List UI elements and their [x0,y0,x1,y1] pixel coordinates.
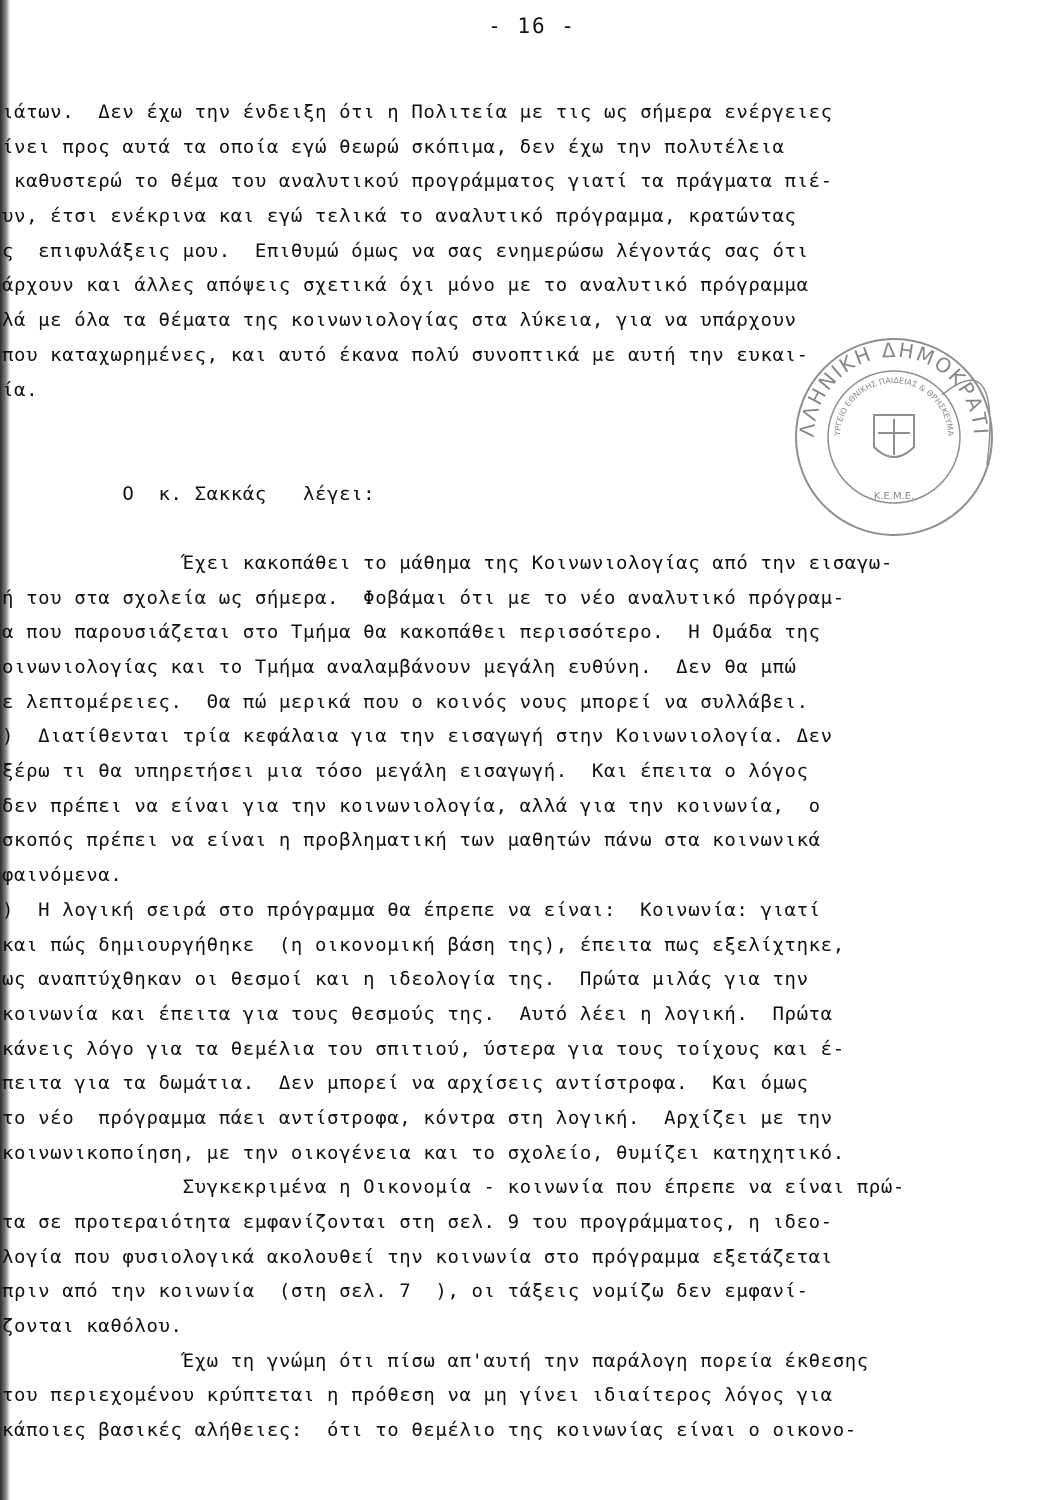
text-line: ) Διατίθενται τρία κεφάλαια για την εισαγωγή στην Κοινωνιολογία. Δεν [2,725,833,748]
text-line: καθυστερώ το θέμα του αναλυτικού προγράμματος γιατί τα πράγματα πιέ- [2,170,833,193]
text-line: ιάτων. Δεν έχω την ένδειξη ότι η Πολιτεία με τις ως σήμερα ενέργειες [2,101,833,123]
text-line: που καταχωρημένες, και αυτό έκανα πολύ συνοπτικά με αυτή την ευκαι- [2,343,809,366]
blank-line [0,511,1064,546]
text-line: ς επιφυλάξεις μου. Επιθυμώ όμως να σας ενημερώσω λέγοντάς σας ότι [2,239,809,262]
text-line: φαινόμενα. [2,864,123,887]
text-line: σκοπός πρέπει να είναι η προβληματική των μαθητών πάνω στα κοινωνικά [2,829,821,852]
svg-text:ΥΠΟΥΡΓΕΙΟ ΕΘΝΙΚΗΣ ΠΑΙΔΕΙΑΣ & Θ: ΥΡΓΕΙΟ ΕΘΝΙΚΗΣ ΠΑΙΔΕΙΑΣ & ΘΡΗΣΚΕΥΜΑ [832,375,956,437]
text-line: πριν από την κοινωνία (στη σελ. 7 ), οι τάξεις νομίζω δεν εμφανί- [2,1280,809,1303]
svg-text:ΕΛΛΗΝΙΚΗ ΔΗΜΟΚΡΑΤΙΑ: ΛΛΗΝΙΚΗ ΔΗΜΟΚΡΑΤΙ [794,337,994,438]
text-line: πειτα για τα δωμάτια. Δεν μπορεί να αρχίσεις αντίστροφα. Και όμως [2,1072,809,1095]
text-line: Έχει κακοπάθει το μάθημα της Κοινωνιολογίας από την εισαγω- [2,551,893,574]
text-line: και πώς δημιουργήθηκε (η οικονομική βάση της), έπειτα πως εξελίχτηκε, [2,933,845,956]
text-line: ζονται καθόλου. [2,1315,183,1338]
text-line: λογία που φυσιολογικά ακολουθεί την κοινωνία στο πρόγραμμα εξετάζεται [2,1245,833,1268]
text-line: οινωνιολογίας και το Τμήμα αναλαμβάνουν μεγάλη ευθύνη. Δεν θα μπώ [2,656,797,678]
text-line: Έχω τη γνώμη ότι πίσω απ'αυτή την παράλογη πορεία έκθεσης [2,1349,869,1372]
text-line: ή του στα σχολεία ως σήμερα. Φοβάμαι ότι με το νέο αναλυτικό πρόγραμ- [2,586,845,609]
text-line: τα σε προτεραιότητα εμφανίζονται στη σελ. 9 του προγράμματος, η ιδεο- [2,1211,833,1233]
text-line: κάνεις λόγο για τα θεμέλια του σπιτιού, ύστερα για τους τοίχους και έ- [2,1037,845,1060]
text-line: ε λεπτομέρειες. Θα πώ μερικά που ο κοινός νους μπορεί να συλλάβει. [2,690,809,713]
text-line: κοινωνία και έπειτα για τους θεσμούς της. Αυτό λέει η λογική. Πρώτα [2,1002,833,1025]
text-line: ξέρω τι θα υπηρετήσει μια τόσο μεγάλη εισαγωγή. Και έπειτα ο λόγος [2,760,809,783]
text-line: κάποιες βασικές αλήθειες: ότι το θεμέλιο της κοινωνίας είναι ο οικονο- [2,1419,857,1442]
text-line: λά με όλα τα θέματα της κοινωνιολογίας στα λύκεια, για να υπάρχουν [2,309,797,332]
text-line: δεν πρέπει να είναι για την κοινωνιολογία, αλλά για την κοινωνία, ο [2,794,821,817]
svg-text:Κ.Ε.Μ.Ε.: Κ.Ε.Μ.Ε. [873,491,915,502]
text-line: κοινωνικοποίηση, με την οικογένεια και το σχολείο, θυμίζει κατηχητικό. [2,1141,845,1164]
text-line: άρχουν και άλλες απόψεις σχετικά όχι μόνο με το αναλυτικό πρόγραμμα [2,274,809,297]
text-line: ) Η λογική σειρά στο πρόγραμμα θα έπρεπε να είναι: Κοινωνία: γιατί [2,898,821,921]
page-number: - 16 - [488,14,576,38]
text-line: υν, έτσι ενέκρινα και εγώ τελικά το αναλυτικό πρόγραμμα, κρατώντας [2,205,797,228]
text-line: του περιεχομένου κρύπτεται η πρόθεση να μη γίνει ιδιαίτερος λόγος για [2,1384,833,1407]
text-line: Ο κ. Σακκάς λέγει: [2,482,376,505]
text-line: ίνει προς αυτά τα οποία εγώ θεωρώ σκόπιμα, δεν έχω την πολυτέλεια [2,135,785,158]
text-line: α που παρουσιάζεται στο Τμήμα θα κακοπάθει περισσότερο. Η Ομάδα της [2,621,821,644]
blank-line [0,407,1064,442]
text-line: ως αναπτύχθηκαν οι θεσμοί και η ιδεολογία της. Πρώτα μιλάς για την [2,968,809,991]
document-body [0,95,1064,1448]
text-line: ία. [2,378,39,401]
text-line: Συγκεκριμένα η Οικονομία - κοινωνία που έπρεπε να είναι πρώ- [2,1176,905,1199]
blank-line [0,442,1064,477]
text-line: το νέο πρόγραμμα πάει αντίστροφα, κόντρα στη λογική. Αρχίζει με την [2,1106,833,1129]
